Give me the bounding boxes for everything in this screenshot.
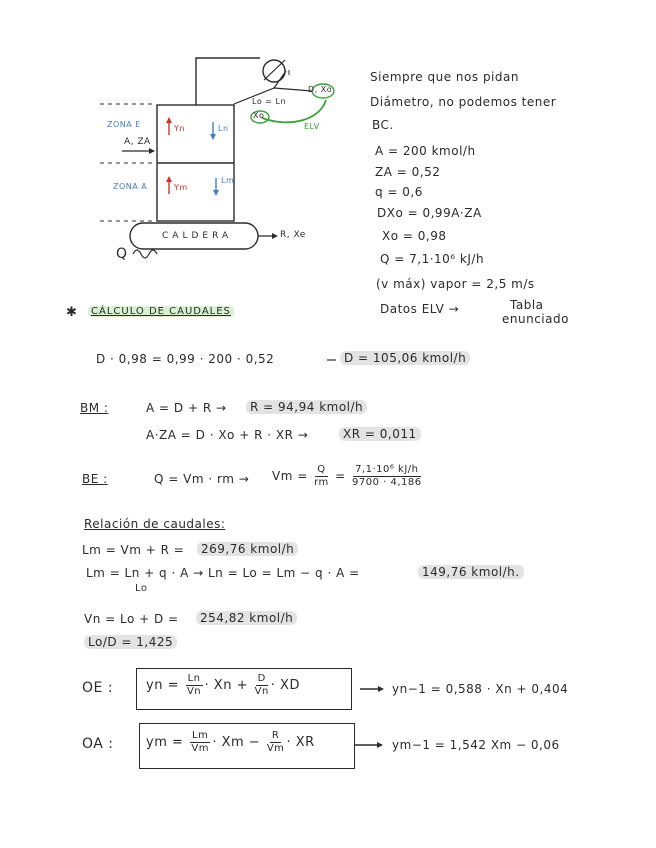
rel2-eq: Lm = Ln + q · A → Ln = Lo = Lm − q · A = [86, 566, 360, 580]
datos-value-1: Tabla [510, 298, 544, 312]
heat-icon [133, 250, 157, 258]
data-q: q = 0,6 [375, 185, 423, 199]
oa-label: OA : [82, 736, 114, 752]
rel4: Lo/D = 1,425 [84, 635, 177, 649]
data-xo: Xo = 0,98 [382, 229, 447, 243]
bm-label: BM : [80, 401, 109, 415]
note-line-2: Diámetro, no podemos tener [370, 95, 557, 109]
oe-vn-2: Vn [254, 686, 269, 697]
bottoms-label: R, Xe [280, 230, 306, 240]
feed-label: A, ZA [124, 137, 151, 147]
be-num: 7,1·10⁶ kJ/h [355, 464, 419, 475]
lm-label: Lm [221, 176, 235, 185]
oa-lm: Lm [192, 730, 209, 741]
oe-ln: Ln [187, 673, 201, 684]
oe-vn: Vn [186, 686, 202, 697]
star-bullet: ✱ [66, 305, 78, 320]
eq-d: D · 0,98 = 0,99 · 200 · 0,52 [96, 352, 275, 366]
calc-heading: CÁLCULO DE CAUDALES [88, 306, 234, 317]
data-a: A = 200 kmol/h [375, 144, 476, 158]
data-heat: Q = 7,1·10⁶ kJ/h [380, 252, 485, 266]
bm-eq1: A = D + R → [146, 401, 227, 415]
note-line-1: Siempre que nos pidan [370, 70, 519, 84]
zone-e-label: ZONA E [107, 120, 141, 129]
oe-equation: yn = $\frac{Ln}{Vn}$ · Xn + $\frac{D}{Vn}$ · XD [146, 673, 300, 697]
bm-eq2: A·ZA = D · Xo + R · XR → [146, 428, 309, 442]
distillate-label: D, Xo [308, 85, 333, 94]
note-line-3: BC. [372, 118, 394, 132]
be-den: 9700 · 4,186 [351, 477, 422, 488]
oa-equation: ym = $\frac{Lm}{Vm}$ · Xm − $\frac{R}{Vm}$ · XR [146, 730, 315, 754]
xo-label: Xo [253, 111, 265, 120]
ym-label: Ym [174, 183, 188, 192]
bm-res2: XR = 0,011 [339, 427, 421, 441]
rel3-res: 254,82 kmol/h [196, 611, 297, 625]
ln-label: Ln [218, 124, 229, 133]
datos-label: Datos ELV → [380, 302, 460, 316]
zone-a-label: ZONA A [113, 182, 148, 191]
oa-vm-2: Vm [266, 743, 285, 754]
oe-d: D [257, 673, 266, 684]
oe-label: OE : [82, 680, 114, 696]
reflux-label: Lo = Ln [252, 97, 287, 106]
rel-heading: Relación de caudales: [84, 517, 226, 531]
oa-vm: Vm [191, 743, 209, 754]
oe-result: yn−1 = 0,588 · Xn + 0,404 [392, 682, 569, 696]
be-q: Q [317, 464, 326, 475]
be-eq: Q = Vm · rm → [154, 472, 250, 486]
rel2-under: Lo [135, 583, 148, 594]
yn-label: Yn [174, 124, 185, 133]
rel1-res: 269,76 kmol/h [197, 542, 298, 556]
data-za: ZA = 0,52 [375, 165, 441, 179]
be-label: BE : [82, 472, 108, 486]
data-vmax: (v máx) vapor = 2,5 m/s [376, 277, 535, 291]
res-d: D = 105,06 kmol/h [340, 351, 470, 365]
be-rm: rm [314, 477, 329, 488]
boiler-label: CALDERA [162, 231, 233, 241]
oa-result: ym−1 = 1,542 Xm − 0,06 [392, 738, 560, 752]
heat-label: Q [116, 246, 128, 262]
oa-r: R [271, 730, 280, 741]
datos-value-2: enunciado [502, 312, 569, 326]
rel3-eq: Vn = Lo + D = [84, 612, 179, 626]
feed-arrowhead [149, 148, 155, 154]
data-dxo: DXo = 0,99A·ZA [377, 206, 482, 220]
rel1-eq: Lm = Vm + R = [82, 543, 185, 557]
bm-res1: R = 94,94 kmol/h [246, 400, 367, 414]
distillate-line [274, 88, 312, 91]
rel2-res: 149,76 kmol/h. [418, 565, 524, 579]
be-vm: Vm = $\frac{Q}{rm}$ = $\frac{\text{7,1·10⁶ kJ/h}}{9700 \cdot 4,186}$ [272, 464, 422, 488]
elv-label: ELV [304, 122, 320, 131]
